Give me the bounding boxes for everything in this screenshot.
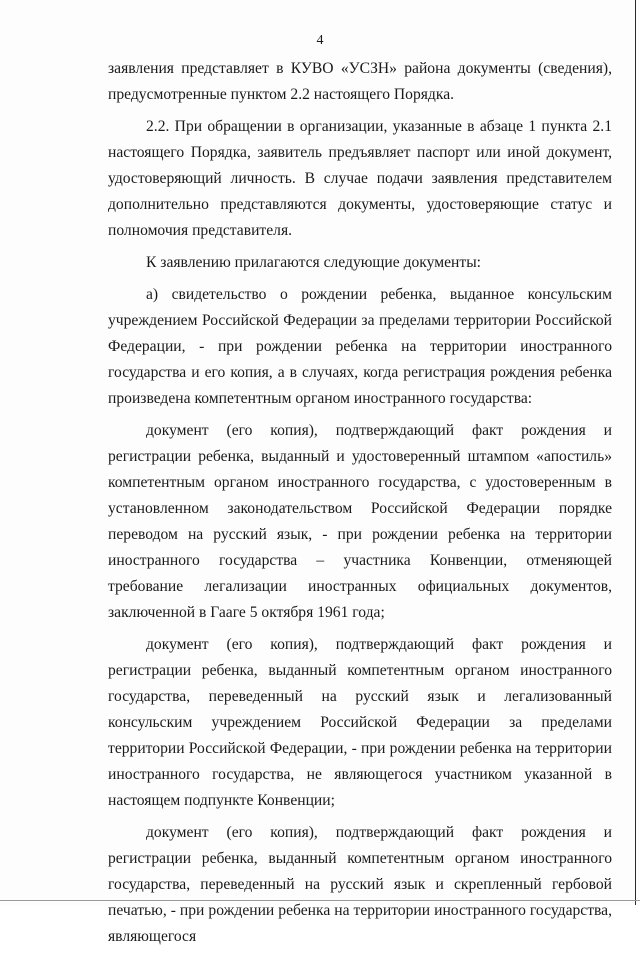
paragraph-legalized-document: документ (его копия), подтверждающий факт рождения и регистрации ребенка, выданный компетентным органом иностранного государства, переведенный на русский язык и легализованный консульским учреждением Российской Федерации за пределами территории Российской Федерации, - при рождении ребенка на территории иностранного государства, не являющегося участником указанной в настоящем подпункте Конвенции; xyxy=(108,636,612,809)
page-number: 4 xyxy=(316,33,324,48)
paragraph-attachments-intro: К заявлению прилагаются следующие документы: xyxy=(146,254,482,271)
paragraph-apostille-document: документ (его копия), подтверждающий факт рождения и регистрации ребенка, выданный и удостоверенный штампом «апостиль» компетентным органом иностранного государства, с удостоверенным в установленном законодательством Российской Федерации порядке переводом на русский язык, - при рождении ребенка на территории иностранного государства – участника Конвенции, отменяющей требование легализации иностранных официальных документов, заключенной в Гааге 5 октября 1961 года; xyxy=(108,422,612,621)
paragraph-item-a: а) свидетельство о рождении ребенка, выданное консульским учреждением Российской Федерации за пределами территории Российской Федерации, - при рождении ребенка на территории иностранного государства и его копия, а в случаях, когда регистрация рождения ребенка произведена компетентным органом иностранного государства: xyxy=(108,286,612,407)
paragraph-stamped-document: документ (его копия), подтверждающий факт рождения и регистрации ребенка, выданный компетентным органом иностранного государства, переведенный на русский язык и скрепленный гербовой печатью, - при рождении ребенка на территории иностранного государства, являющегося xyxy=(108,824,612,945)
paragraph-2-2: 2.2. При обращении в организации, указанные в абзаце 1 пункта 2.1 настоящего Порядка, заявитель предъявляет паспорт или иной документ, удостоверяющий личность. В случае подачи заявления представителем дополнительно представляются документы, удостоверяющие статус и полномочия представителя. xyxy=(108,118,612,239)
paragraph-continuation: заявления представляет в КУВО «УСЗН» района документы (сведения), предусмотренные пунктом 2.2 настоящего Порядка. xyxy=(108,60,612,103)
scan-right-edge xyxy=(635,0,636,905)
document-body xyxy=(108,56,612,956)
